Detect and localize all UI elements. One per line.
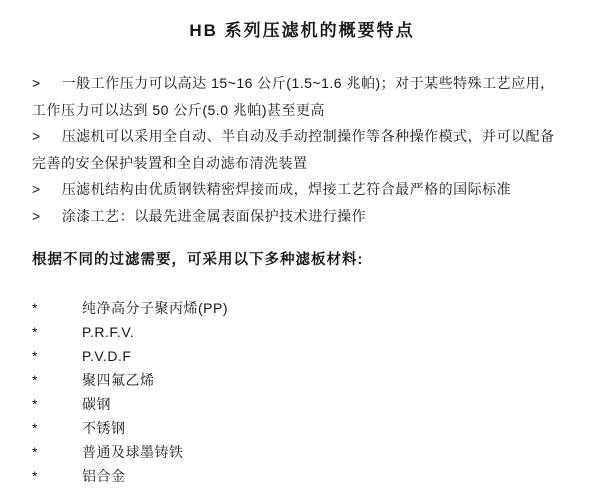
bullet-marker: > [32, 128, 41, 144]
feature-text: 压滤机结构由优质钢铁精密焊接而成，焊接工艺符合最严格的国际标准 [61, 181, 512, 197]
material-text: 普通及球墨铸铁 [82, 444, 184, 460]
asterisk-marker: * [32, 396, 38, 412]
asterisk-marker: * [32, 300, 38, 316]
asterisk-marker: * [32, 324, 38, 340]
material-text: 纯净高分子聚丙烯(PP) [82, 300, 228, 316]
asterisk-marker: * [32, 348, 38, 364]
asterisk-marker: * [32, 468, 38, 484]
material-item [32, 344, 572, 368]
material-item [32, 296, 572, 320]
feature-item [32, 176, 569, 203]
asterisk-marker: * [32, 372, 38, 388]
material-text: 铝合金 [82, 468, 126, 484]
bullet-marker: > [32, 207, 41, 224]
asterisk-marker: * [32, 420, 38, 436]
material-item [32, 440, 572, 464]
material-item [32, 320, 572, 344]
feature-text: 压滤机可以采用全自动、半自动及手动控制操作等各种操作模式，并可以配备完善的安全保护装置和全自动滤布清洗装置 [32, 128, 555, 171]
feature-text: 一般工作压力可以高达 15~16 公斤(1.5~1.6 兆帕)；对于某些特殊工艺应用，工作压力可以达到 50 公斤(5.0 兆帕)甚至更高 [32, 75, 555, 118]
asterisk-marker: * [32, 444, 38, 460]
feature-item [32, 123, 569, 176]
material-text: P.V.D.F [82, 348, 132, 364]
feature-text: 涂漆工艺：以最先进金属表面保护技术进行操作 [61, 207, 367, 224]
bullet-marker: > [32, 75, 41, 91]
material-item [32, 464, 572, 488]
features-list [32, 70, 569, 229]
material-text: 聚四氟乙烯 [82, 372, 155, 388]
feature-item [32, 203, 569, 230]
material-text: P.R.F.V. [82, 324, 135, 340]
material-text: 不锈钢 [82, 420, 126, 436]
material-item [32, 416, 572, 440]
page-title: HB 系列压滤机的概要特点 [189, 21, 415, 40]
feature-item [32, 70, 569, 123]
bullet-marker: > [32, 181, 41, 197]
material-text: 碳钢 [82, 396, 111, 412]
material-item [32, 368, 572, 392]
material-item [32, 392, 572, 416]
materials-heading: 根据不同的过滤需要，可采用以下多种滤板材料: [32, 252, 364, 268]
materials-list [32, 296, 572, 488]
